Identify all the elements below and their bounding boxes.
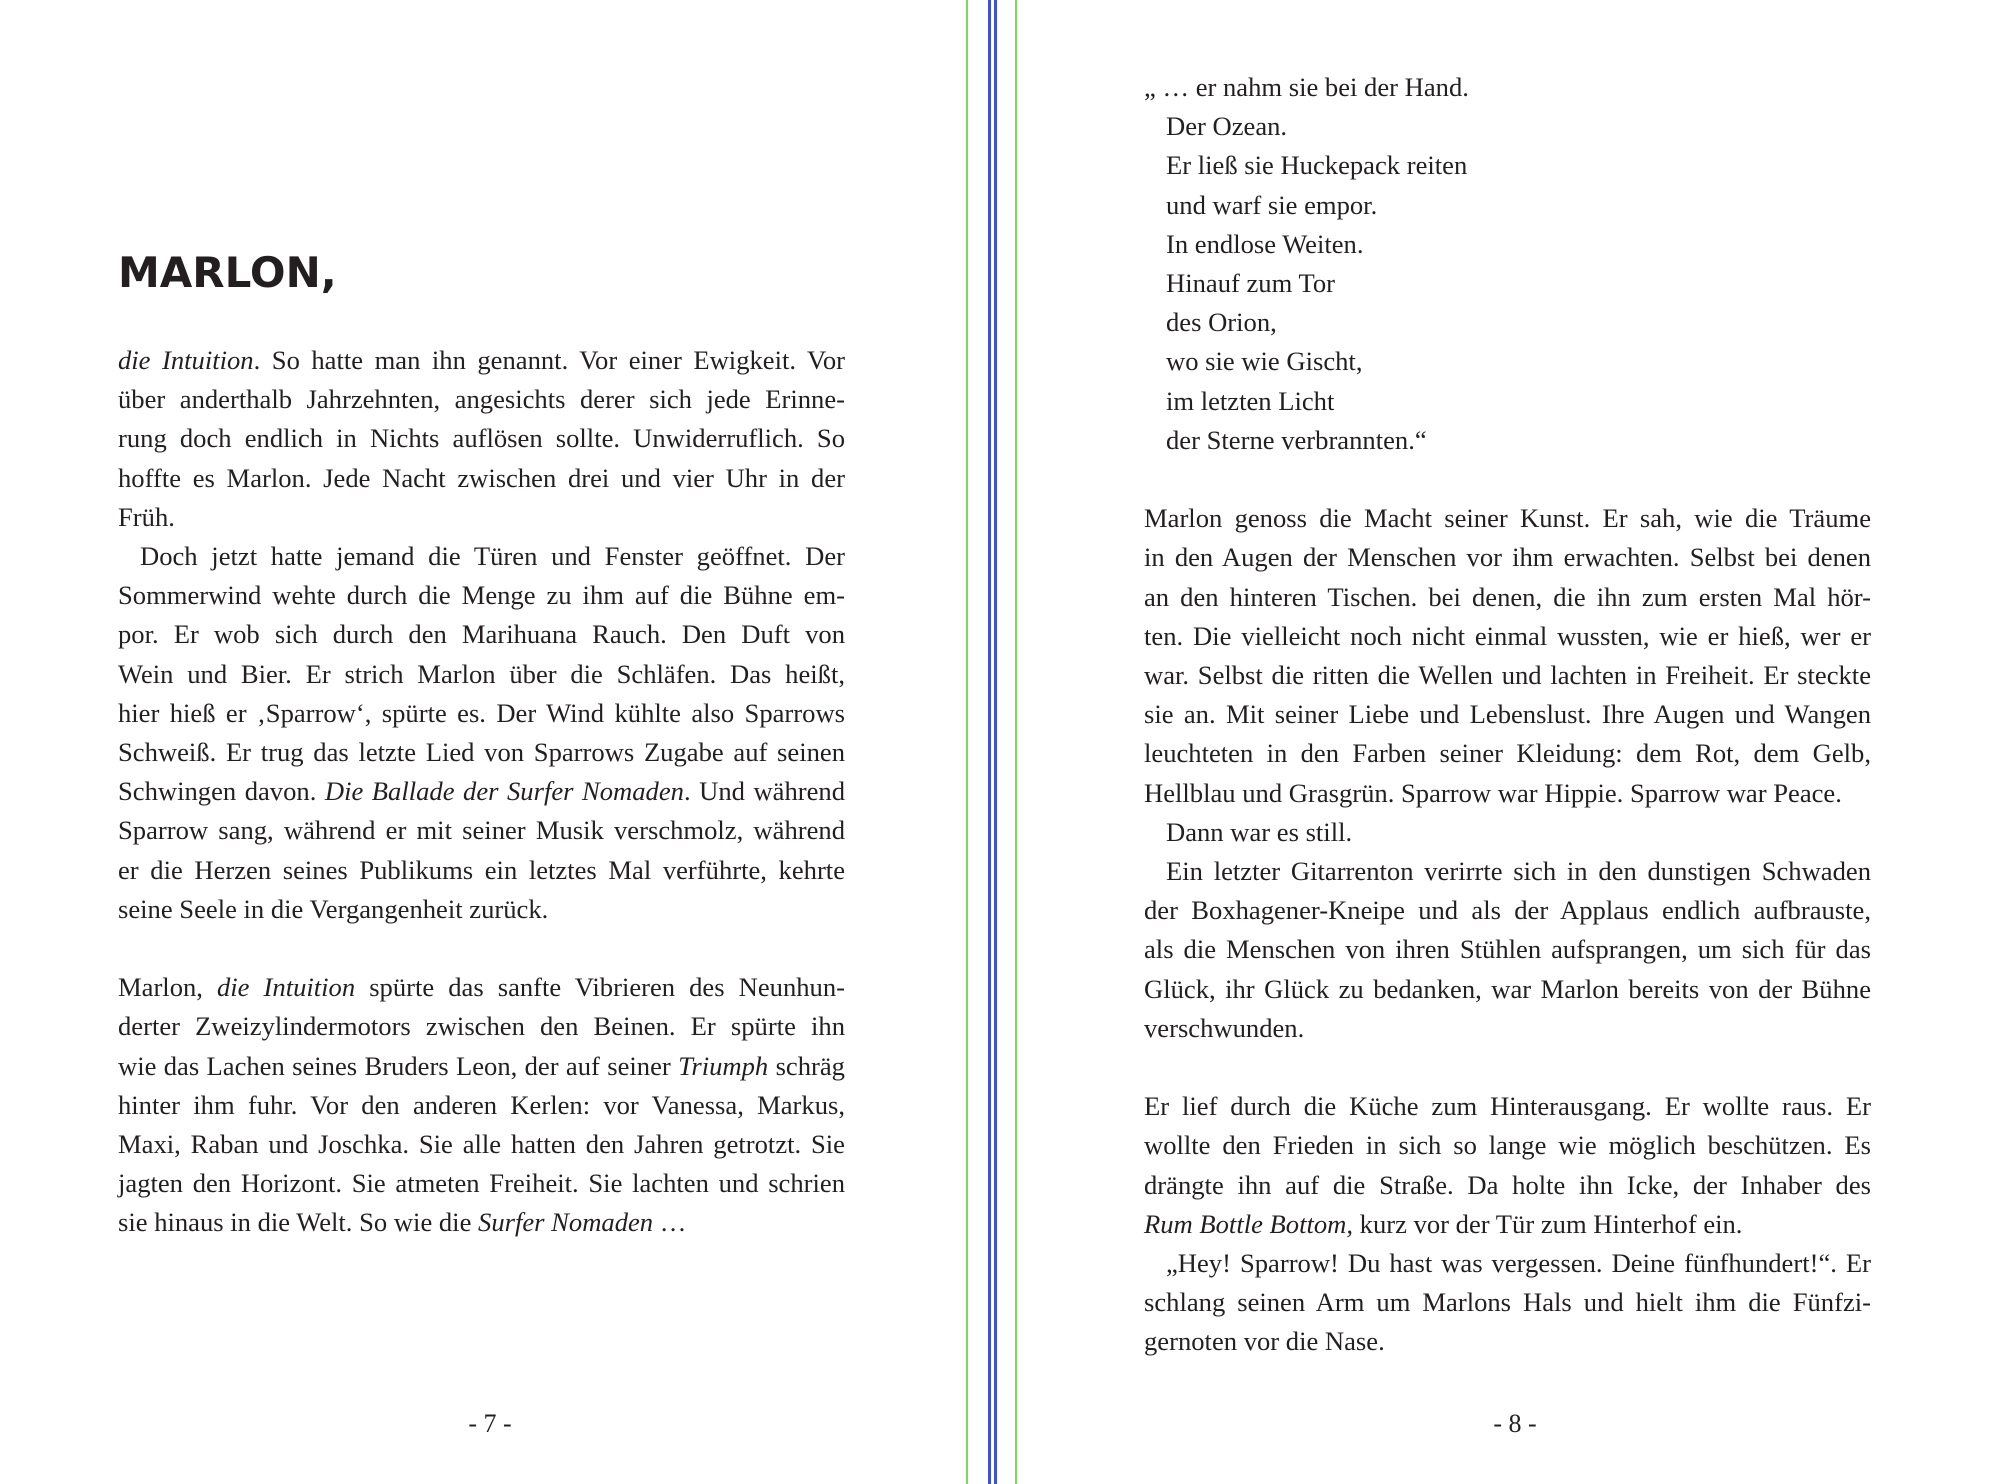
gutter-divider — [966, 0, 968, 1484]
verse-line: des Orion, — [1166, 307, 1277, 338]
gutter-divider — [1015, 0, 1017, 1484]
gutter-divider — [994, 0, 997, 1484]
verse-line: im letzten Licht — [1166, 385, 1335, 416]
text-italic: Die Ballade der Surfer Nomaden — [324, 776, 684, 807]
text-italic: Rum Bottle Bottom, — [1144, 1208, 1354, 1239]
right-paragraph-5: „Hey! Sparrow! Du hast was vergessen. Deine fünfhundert!“. Er schlang seinen Arm um Marlons Hals und hielt ihm die Fünfzi- gernoten vor die Nase. — [1144, 1248, 1871, 1357]
right-body-text — [1144, 68, 1871, 1362]
song-verse — [1144, 68, 1871, 460]
verse-line: Er ließ sie Huckepack reiten — [1166, 150, 1468, 181]
left-page — [0, 0, 970, 1484]
verse-line: und warf sie empor. — [1166, 189, 1378, 220]
text-italic: Surfer Nomaden — [478, 1207, 654, 1238]
chapter-title: MARLON, — [118, 248, 337, 297]
text-italic: die Intuition — [217, 972, 356, 1003]
verse-line: wo sie wie Gischt, — [1166, 346, 1363, 377]
right-paragraph-4: Er lief durch die Küche zum Hinterausgang. Er wollte raus. Er wollte den Frieden in sich so lange wie möglich beschützen. Es drängte ihn auf die Straße. Da holte ihn Icke, der Inhaber des Rum Bottle Bottom, kurz vor der Tür zum Hinterhof ein. — [1144, 1091, 1871, 1239]
left-paragraph-2: Doch jetzt hatte jemand die Türen und Fenster geöffnet. Der Sommerwind wehte durch die Menge zu ihm auf die Bühne em- por. Er wob sich durch den Marihuana Rauch. Den Duft von Wein und Bier. Er strich Marlon über die Schläfen. Das heißt, hier hieß er ‚Sparrow‘, spürte es. Der Wind kühlte also Sparrows Schweiß. Er trug das letzte Lied von Sparrows Zugabe auf seinen Schwingen davon. Die Ballade der Surfer Nomaden. Und während Sparrow sang, während er mit seiner Musik verschmolz, während er die Herzen seines Publikums ein letztes Mal verführte, kehrte seine Seele in die Vergangenheit zurück. — [118, 541, 846, 924]
gutter-divider — [988, 0, 991, 1484]
right-paragraph-2: Dann war es still. — [1166, 816, 1353, 847]
left-paragraph-1: die Intuition. So hatte man ihn genannt. Vor einer Ewigkeit. Vor über anderthalb Jahrzehnten, angesichts derer sich jede Erinne- rung doch endlich in Nichts auflösen sollte. Unwiderruflich. So hoffte es Marlon. Jede Nacht zwischen drei und vier Uhr in der Früh. — [118, 345, 845, 532]
verse-line: „ … er nahm sie bei der Hand. — [1144, 72, 1469, 102]
page-number-left: - 7 - — [468, 1409, 512, 1438]
right-paragraph-1: Marlon genoss die Macht seiner Kunst. Er sah, wie die Träume in den Augen der Menschen vor ihm erwachten. Selbst bei denen an den hinteren Tischen. bei denen, die ihn zum ersten Mal hör- ten. Die vielleicht noch nicht einmal wussten, wie er hieß, wer er war. Selbst die ritten die Wellen und lachten in Freiheit. Er steckte sie an. Mit seiner Liebe und Lebenslust. Ihre Augen und Wangen leuchteten in den Farben seiner Kleidung: dem Rot, dem Gelb, Hellblau und Grasgrün. Sparrow war Hippie. Sparrow war Peace. — [1144, 503, 1871, 808]
verse-line: der Sterne verbrannten.“ — [1166, 424, 1427, 455]
page-number-right: - 8 - — [1493, 1409, 1537, 1438]
verse-line: In endlose Weiten. — [1166, 228, 1364, 259]
right-paragraph-3: Ein letzter Gitarrenton verirrte sich in den dunstigen Schwaden der Boxhagener-Kneipe und als der Applaus endlich aufbrauste, als die Menschen von ihren Stühlen aufsprangen, um sich für das Glück, ihr Glück zu bedanken, war Marlon bereits von der Bühne verschwunden. — [1144, 856, 1871, 1043]
verse-line: Der Ozean. — [1166, 111, 1288, 142]
left-body-text — [118, 341, 845, 1243]
text-italic: die Intuition — [118, 345, 254, 375]
left-paragraph-3: Marlon, die Intuition spürte das sanfte Vibrieren des Neunhun- derter Zweizylindermotors zwischen den Beinen. Er spürte ihn wie das Lachen seines Bruders Leon, der auf seiner Triumph schräg hinter ihm fuhr. Vor den anderen Kerlen: vor Vanessa, Markus, Maxi, Raban und Joschka. Sie alle hatten den Jahren getrotzt. Sie jagten den Horizont. Sie atmeten Freiheit. Sie lachten und schrien sie hinaus in die Welt. So wie die Surfer Nomaden … — [118, 972, 845, 1238]
right-page — [1020, 0, 2000, 1484]
verse-line: Hinauf zum Tor — [1166, 268, 1335, 299]
text-italic: Triumph — [678, 1050, 769, 1081]
